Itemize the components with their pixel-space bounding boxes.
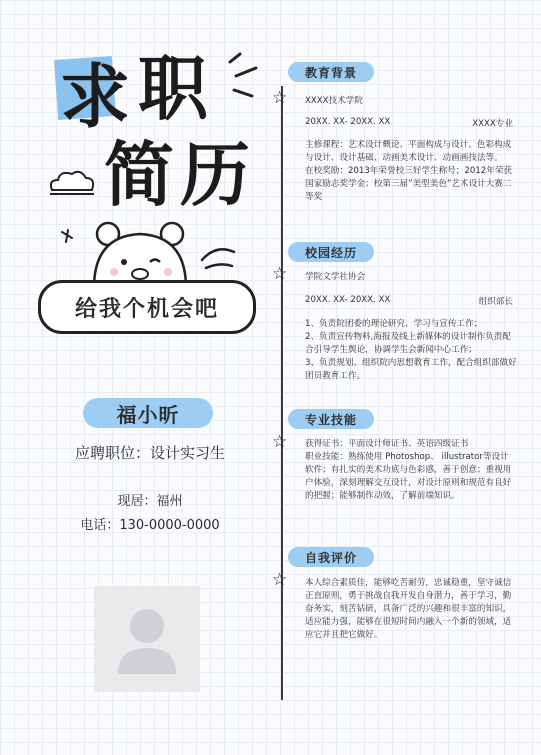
education-period: 20XX. XX- 20XX. XX — [305, 117, 391, 127]
resume-title — [60, 48, 250, 224]
title-char-1: 求 — [60, 56, 130, 138]
slogan-banner: 给我个机会吧 — [38, 280, 256, 334]
location: 现居：福州 — [117, 494, 183, 509]
name-badge: 福小昕 — [83, 398, 213, 428]
self-evaluation: 本人综合素质佳，能够吃苦耐劳，忠诚稳重，坚守诚信正直原则，勇于挑战自我开发自身潜力，善于学习，勤奋务实，刻苦钻研，具备广泛的兴趣和很丰富的知识，适应能力强，能够在很短时间内融入一个新的领域，适应它并且把它做好。 — [305, 578, 512, 640]
sparkle-icon — [222, 52, 262, 112]
star-icon: ☆ — [272, 88, 288, 108]
star-icon: ☆ — [272, 570, 288, 590]
school-name: XXXX技术学院 — [305, 96, 363, 106]
job-position: 应聘职位：设计实习生 — [74, 444, 225, 462]
star-icon: ☆ — [272, 264, 288, 284]
hand-wave-icon — [196, 240, 240, 276]
cloud-icon — [46, 166, 98, 196]
star-icon — [58, 228, 78, 248]
education-details: 主修课程：艺术设计概论、平面构成与设计、色彩构成与设计、设计基础、动画美术设计、动画画技法等。 在校奖励：2013年荣誉校三好学生称号；2012年荣获国家励志奖学金；校第三届”美型美色”艺术设计大赛二等奖 — [305, 140, 513, 202]
title-char-3: 简 — [104, 134, 174, 216]
star-icon: ☆ — [272, 432, 288, 452]
timeline-line — [281, 86, 283, 700]
phone-number: 电话：130-0000-0000 — [80, 518, 220, 533]
campus-meta — [305, 295, 513, 307]
photo-placeholder[interactable] — [94, 586, 200, 692]
section-title-campus: 校园经历 — [288, 242, 374, 262]
person-silhouette-icon — [94, 586, 200, 692]
education-meta — [305, 117, 513, 129]
campus-details: 1、负责院团委的理论研究、学习与宣传工作； 2、负责宣传物料,海报及线上新媒体的设计制作负责配合引导学生舆论，协调学生会新闻中心工作； 3、负责规划、组织院内思想教育工作，配合组织部做好团员教育工作。 — [305, 319, 517, 381]
campus-role: 组织部长 — [478, 297, 513, 307]
skills-details: 获得证书：平面设计师证书、英语四级证书 职业技能：熟练使用 Photoshop、 illustrator等设计软件；有扎实的美术功底与色彩感，善于创意；重视用户体验，深刻理解交互设计，对设计原则和规范有良好的把握；能够制作动效，了解前端知识。 — [305, 439, 512, 501]
bear-illustration — [86, 218, 196, 288]
title-char-4: 历 — [180, 134, 250, 216]
education-major: XXXX专业 — [472, 119, 513, 129]
section-title-skills: 专业技能 — [288, 409, 374, 429]
section-title-self: 自我评价 — [288, 547, 374, 567]
title-char-2: 职 — [138, 48, 208, 130]
campus-org: 学院文学社协会 — [305, 272, 366, 282]
campus-period: 20XX. XX- 20XX. XX — [305, 295, 391, 305]
section-title-education: 教育背景 — [288, 62, 374, 82]
